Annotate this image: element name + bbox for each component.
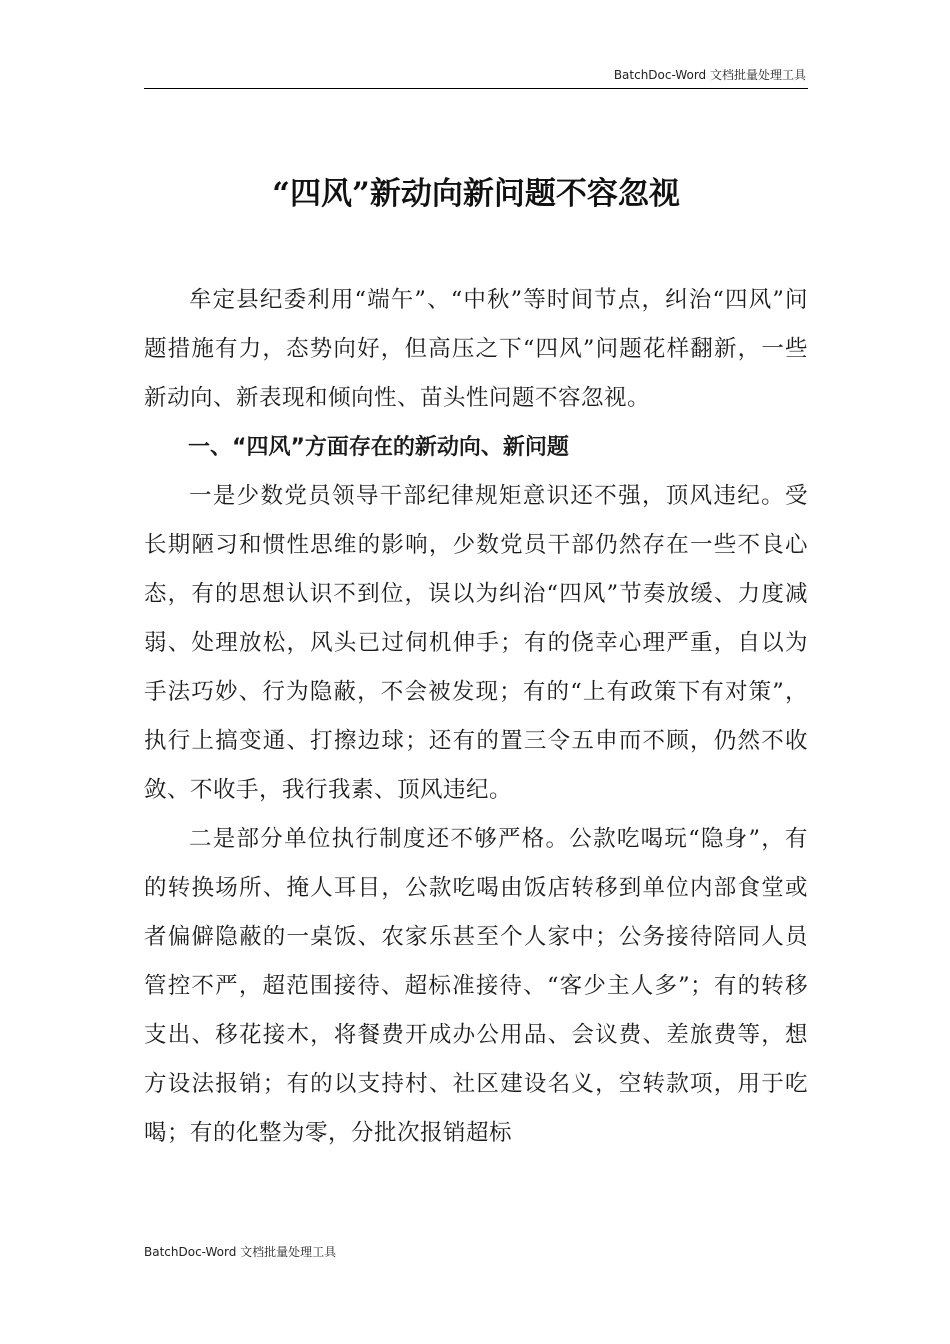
intro-paragraph: 牟定县纪委利用“端午”、“中秋”等时间节点，纠治“四风”问题措施有力，态势向好，但高压之下“四风”问题花样翻新，一些新动向、新表现和倾向性、苗头性问题不容忽视。: [144, 287, 808, 411]
document-title: “四风”新动向新问题不容忽视: [272, 176, 680, 212]
page-footer: BatchDoc-Word 文档批量处理工具: [144, 1245, 337, 1259]
document-body: [144, 276, 808, 1158]
section-heading: 一、“四风”方面存在的新动向、新问题: [188, 435, 569, 460]
header-text: BatchDoc-Word 文档批量处理工具: [613, 68, 806, 82]
paragraph-2: 二是部分单位执行制度还不够严格。公款吃喝玩“隐身”，有的转换场所、掩人耳目，公款吃喝由饭店转移到单位内部食堂或者偏僻隐蔽的一桌饭、农家乐甚至个人家中；公务接待陪同人员管控不严，超范围接待、超标准接待、“客少主人多”；有的转移支出、移花接木，将餐费开成办公用品、会议费、差旅费等，想方设法报销；有的以支持村、社区建设名义，空转款项，用于吃喝；有的化整为零，分批次报销超标: [144, 826, 808, 1146]
page-header: [144, 62, 808, 89]
paragraph-1: 一是少数党员领导干部纪律规矩意识还不强，顶风违纪。受长期陋习和惯性思维的影响，少数党员干部仍然存在一些不良心态，有的思想认识不到位，误以为纠治“四风”节奏放缓、力度减弱、处理放松，风头已过伺机伸手；有的侥幸心理严重，自以为手法巧妙、行为隐蔽，不会被发现；有的“上有政策下有对策”，执行上搞变通、打擦边球；还有的置三令五申而不顾，仍然不收敛、不收手，我行我素、顶风违纪。: [144, 483, 808, 803]
